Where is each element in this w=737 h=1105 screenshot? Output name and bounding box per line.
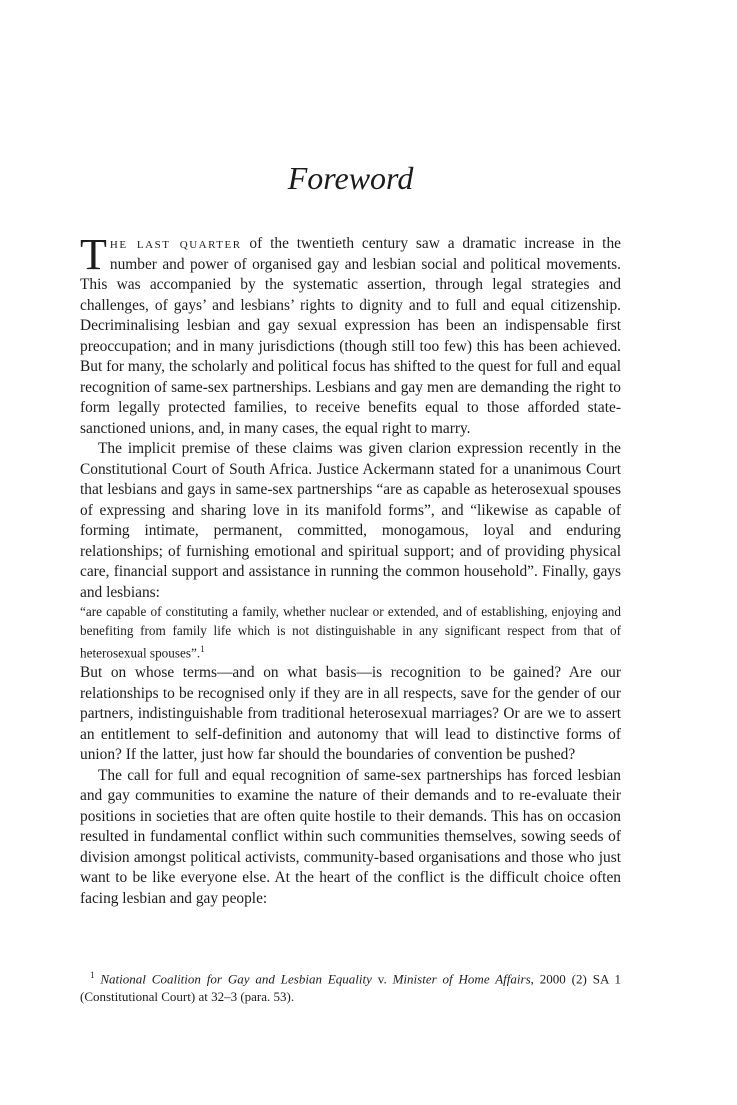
footnote — [80, 966, 621, 1006]
footnote-reference[interactable]: 1 — [200, 644, 205, 655]
footnote-citation: , 2000 (2) SA 1 (Constitutional Court) at 32–3 (para. 53). — [80, 971, 622, 1005]
body-text — [80, 230, 621, 909]
page — [80, 0, 621, 1105]
paragraph-3: But on whose terms—and on what basis—is recognition to be gained? Are our relationships to be recognised only if they are in all respects, save for the gender of our partners, indistinguishable from traditional heterosexual marriages? Or are we to assert an entitlement to self-definition and autonomy that will lead to distinctive forms of union? If the latter, just how far should the boundaries of convention be pushed? — [80, 664, 621, 764]
footnote-versus: v. — [371, 971, 393, 987]
page-title: Foreword — [287, 160, 414, 196]
footnote-case-party-1: National Coalition for Gay and Lesbian Equality — [100, 971, 372, 987]
opening-small-caps: he last quarter — [109, 235, 242, 252]
block-quote — [80, 603, 621, 663]
block-quote-text: “are capable of constituting a family, whether nuclear or extended, and of establishing, enjoying and benefiting from family life which is not distinguishable in any significant respect from that of heterosexual spouses”. — [80, 604, 621, 661]
footnote-case-party-2: Minister of Home Affairs — [392, 971, 531, 987]
paragraph-1 — [80, 230, 621, 439]
paragraph-2: The implicit premise of these claims was given clarion expression recently in the Constitutional Court of South Africa. Justice Ackermann stated for a unanimous Court that lesbians and gays in same-sex partnerships “are as capable as heterosexual spouses of expressing and sharing love in its manifold forms”, and “likewise as capable of forming intimate, permanent, committed, monogamous, loyal and enduring relationships; of furnishing emotional and spiritual support; and of providing physical care, financial support and assistance in running the common household”. Finally, gays and lesbians: — [80, 440, 621, 601]
drop-cap: T — [80, 230, 107, 279]
paragraph-1-text: of the twentieth century saw a dramatic increase in the number and power of organised gay and lesbian social and political movements. This was accompanied by the systematic assertion, through legal strategies and challenges, of gays’ and lesbians’ rights to dignity and to full and equal citizenship. Decriminalising lesbian and gay sexual expression has been an indispensable first preoccupation; and in many jurisdictions (though still too few) this has been achieved. But for many, the scholarly and political focus has shifted to the quest for full and equal recognition of same-sex partnerships. Lesbians and gay men are demanding the right to form legally protected families, to receive benefits equal to those afforded state-sanctioned unions, and, in many cases, the equal right to marry. — [80, 235, 621, 437]
footnote-number: 1 — [90, 970, 95, 980]
paragraph-4: The call for full and equal recognition of same-sex partnerships has forced lesbian and gay communities to examine the nature of their demands and to re-evaluate their positions in societies that are often quite hostile to their demands. This has on occasion resulted in fundamental conflict within such communities themselves, sowing seeds of division amongst political activists, community-based organisations and those who just want to be like everyone else. At the heart of the conflict is the difficult choice often facing lesbian and gay people: — [80, 766, 621, 907]
